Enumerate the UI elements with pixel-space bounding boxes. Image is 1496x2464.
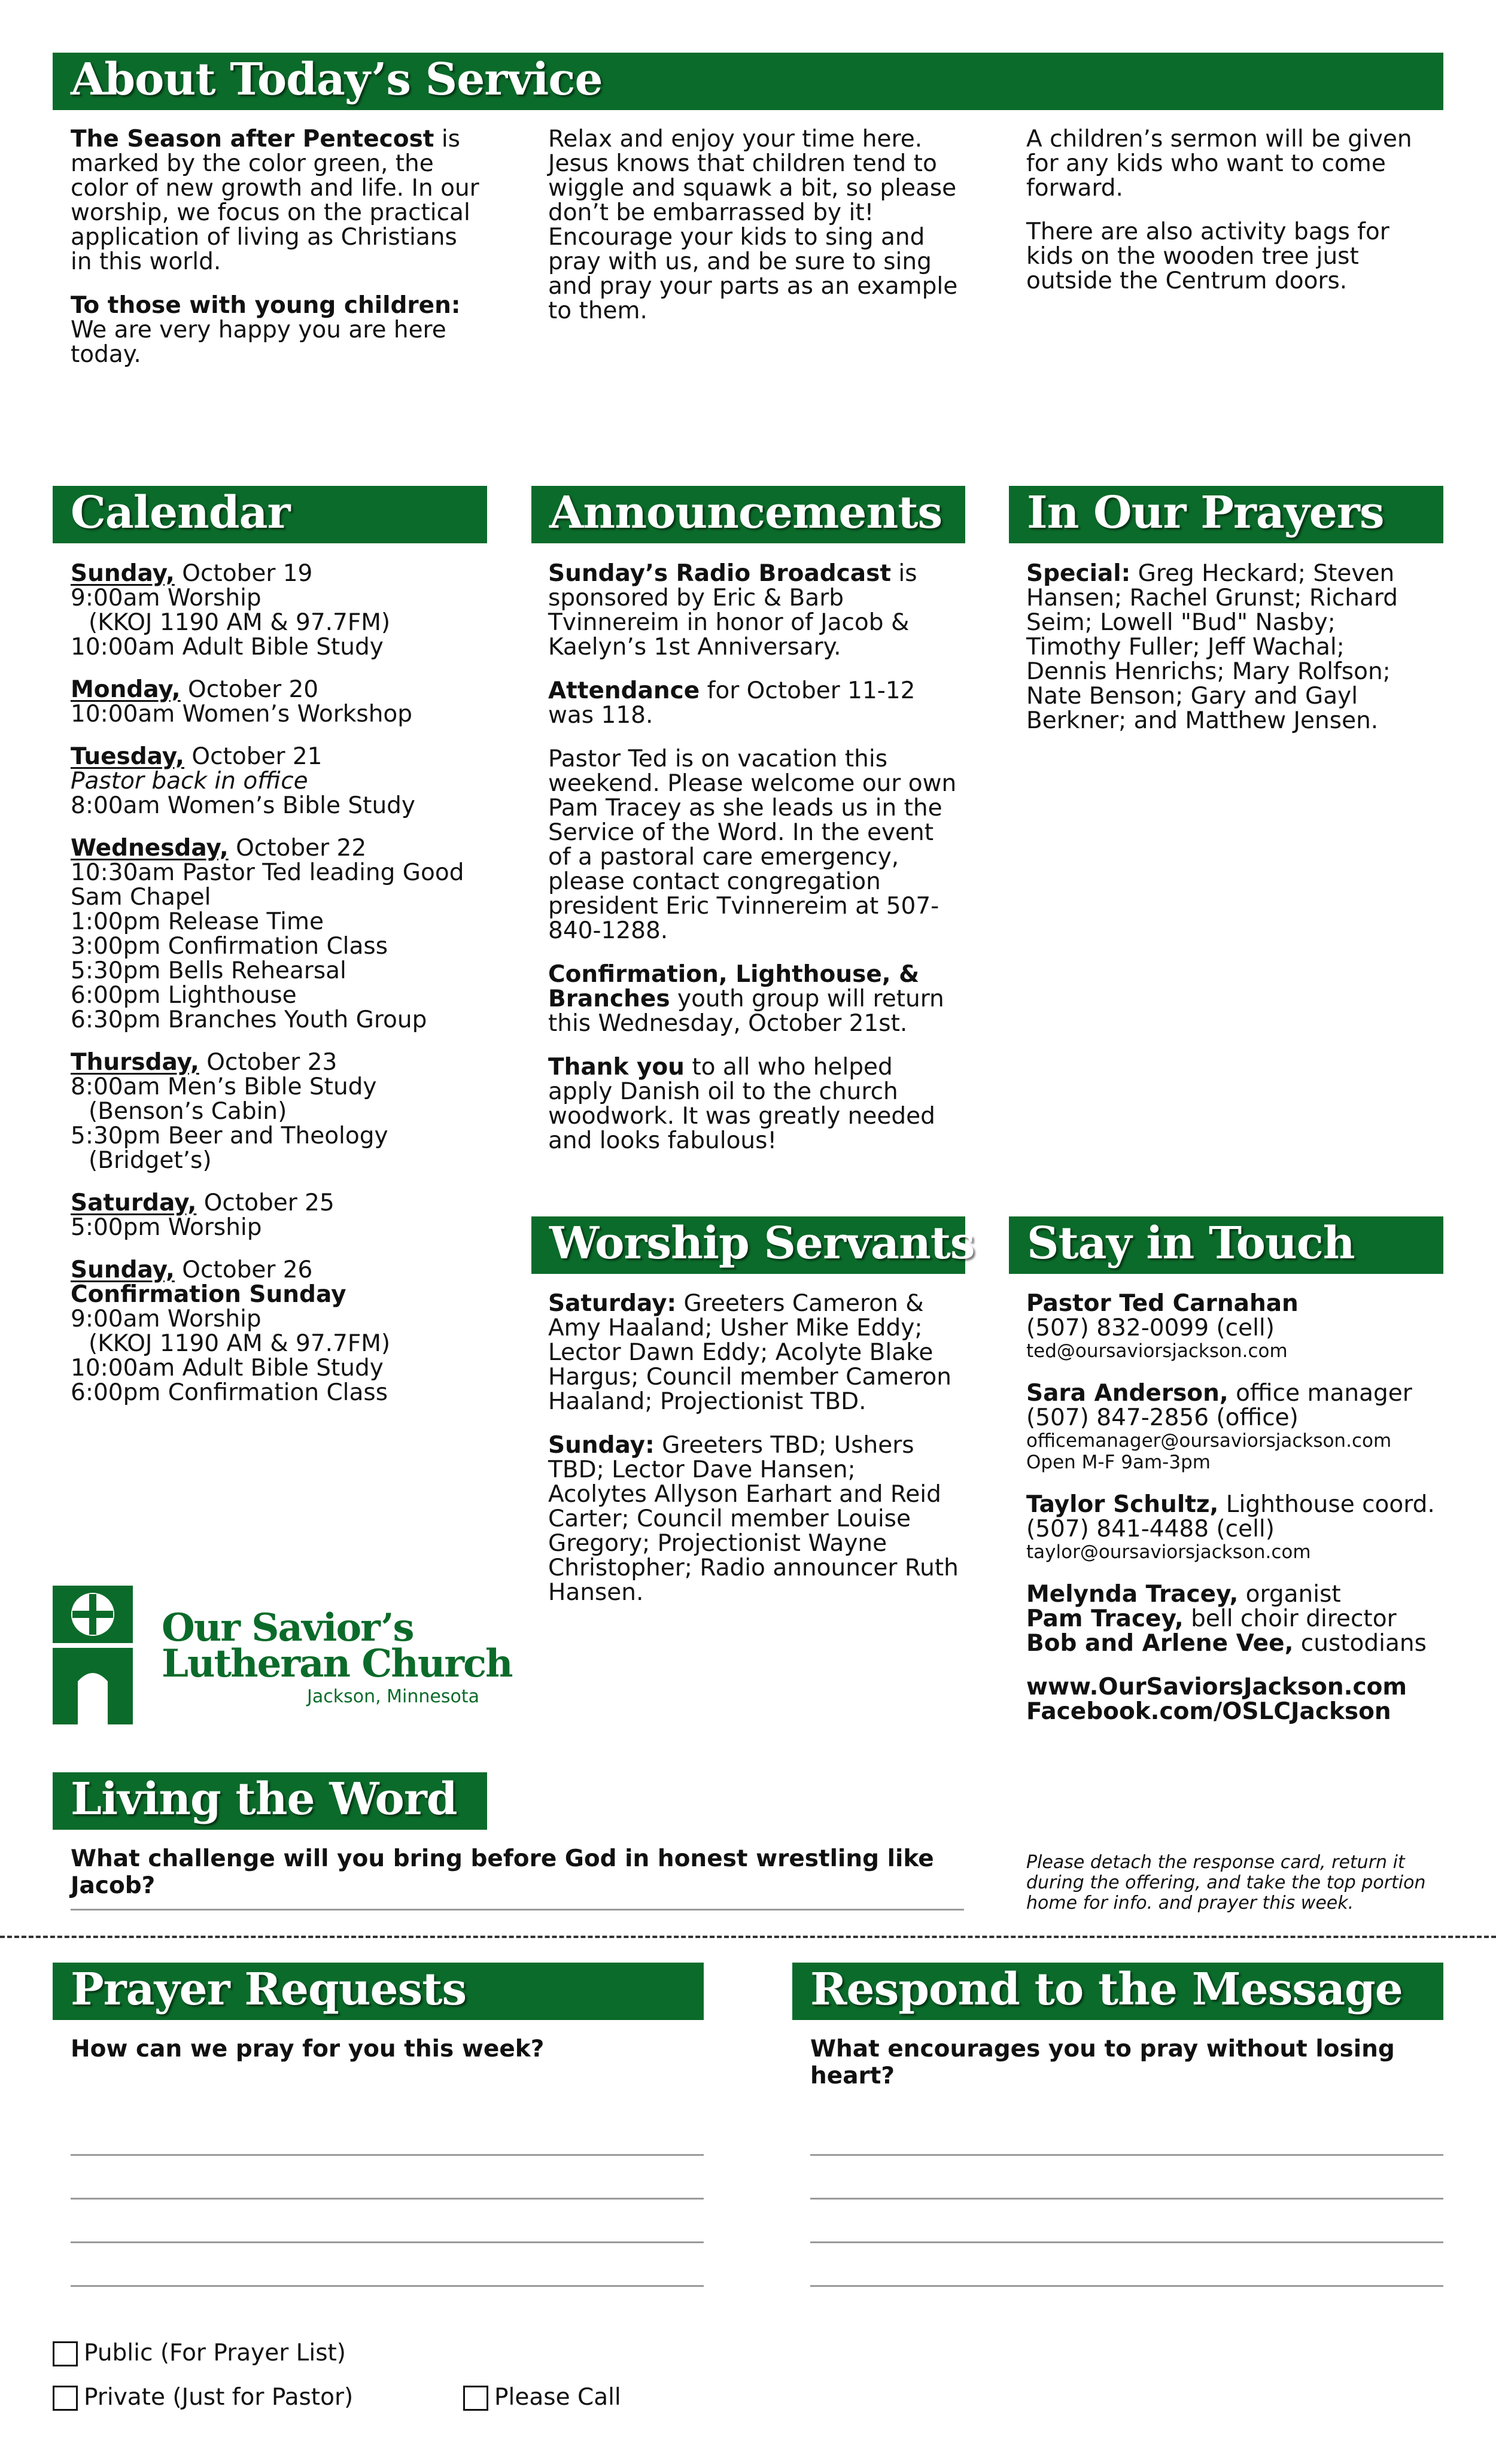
calendar-day: [71, 744, 484, 818]
contact-role: bell choir director: [1183, 1605, 1397, 1632]
contact-role: Lighthouse coord.: [1218, 1491, 1435, 1518]
calendar-day-name: Sunday,: [71, 1257, 175, 1283]
calendar-day-name: Saturday,: [71, 1190, 197, 1216]
calendar-day-date: October 25: [196, 1190, 335, 1216]
calendar-item: 5:30pm Bells Rehearsal: [71, 957, 346, 984]
detach-note: Please detach the response card, return it during the offering, and take the top portion home for info. and prayer this week.: [1026, 1852, 1426, 1914]
contact-name: Bob and Arlene Vee,: [1026, 1630, 1294, 1657]
calendar-item: 10:30am Pastor Ted leading Good Sam Chapel: [71, 859, 464, 911]
calendar-highlight: Confirmation Sunday: [71, 1281, 346, 1308]
prayers-label: Special:: [1026, 560, 1131, 587]
prayers-header: [1009, 486, 1443, 543]
announcement-label: Sunday’s Radio Broadcast: [548, 560, 891, 587]
calendar-item: 10:00am Adult Bible Study: [71, 634, 384, 661]
announcements-title: Announcements: [549, 487, 942, 539]
prayer-answer-line[interactable]: [71, 2198, 704, 2200]
calendar-day-date: October 23: [199, 1049, 337, 1076]
about-children-text: We are very happy you are here today.: [71, 317, 446, 368]
calendar-day-name: Wednesday,: [71, 835, 229, 862]
contact-phone: (507) 832-0099 (cell): [1026, 1315, 1275, 1341]
calendar-item: 10:00am Adult Bible Study: [71, 1355, 384, 1382]
contact-role: organist: [1238, 1581, 1341, 1608]
respond-answer-line[interactable]: [810, 2198, 1443, 2200]
calendar-item: 10:00am Women’s Workshop: [71, 701, 413, 728]
calendar-item: (KKOJ 1190 AM & 97.7FM): [89, 1330, 391, 1357]
respond-title: Respond to the Message: [810, 1964, 1403, 2015]
contact-title: Stay in Touch: [1027, 1218, 1355, 1269]
please-call-checkbox[interactable]: [463, 2386, 488, 2411]
calendar-title: Calendar: [71, 487, 290, 539]
calendar-item: 6:30pm Branches Youth Group: [71, 1006, 427, 1033]
calendar-item: 6:00pm Lighthouse: [71, 982, 297, 1009]
living-question: What challenge will you bring before God in honest wrestling like Jacob?: [71, 1845, 934, 1899]
calendar-item: 3:00pm Confirmation Class: [71, 933, 388, 960]
about-title: About Today’s Service: [71, 54, 603, 105]
about-relax-text: Relax and enjoy your time here. Jesus knows that children tend to wiggle and squawk a bit, so please don’t be embarrassed by it! Encourage your kids to sing and pray with us, and be sure to sing and pray your parts as an example to them.: [548, 126, 958, 324]
calendar-day: [71, 1050, 484, 1173]
announcement-text: youth group will return this Wednesday, October 21st.: [548, 985, 944, 1037]
contact-email[interactable]: taylor@oursaviorsjackson.com: [1026, 1541, 1311, 1563]
calendar-day-date: October 19: [174, 560, 313, 587]
about-season-text: is marked by the color green, the color of new growth and life. In our worship, we focus on the practical application of living as Christians in this world.: [71, 126, 479, 275]
calendar-item: 5:30pm Beer and Theology: [71, 1123, 388, 1149]
prayer-requests-title: Prayer Requests: [71, 1964, 467, 2015]
contact-name: Pam Tracey,: [1026, 1605, 1184, 1632]
living-header: [53, 1772, 487, 1830]
calendar-day: [71, 836, 484, 1032]
calendar-item: (Benson’s Cabin): [89, 1098, 287, 1125]
prayer-answer-line[interactable]: [71, 2285, 704, 2287]
calendar-day: [71, 677, 484, 726]
calendar-item: 9:00am Worship: [71, 585, 262, 612]
about-col3: [1026, 127, 1427, 312]
about-activity-text: There are also activity bags for kids on the wooden tree just outside the Centrum doors.: [1026, 218, 1389, 294]
announcement-text: for October 11-12 was 118.: [548, 677, 916, 729]
prayer-requests-header: [53, 1963, 704, 2020]
servants-sat-text: Greeters Cameron & Amy Haaland; Usher Mike Eddy; Lector Dawn Eddy; Acolyte Blake Hargus; Council member Cameron Haaland; Projectionist TBD.: [548, 1290, 951, 1415]
contact-name: Sara Anderson,: [1026, 1380, 1229, 1407]
private-checkbox[interactable]: [53, 2386, 78, 2411]
about-children-label: To those with young children:: [71, 292, 461, 319]
respond-question: What encourages you to pray without losing heart?: [810, 2036, 1395, 2089]
respond-answer-line[interactable]: [810, 2241, 1443, 2243]
calendar-day-date: October 26: [174, 1257, 313, 1283]
prayer-answer-line[interactable]: [71, 2241, 704, 2243]
calendar-item: 5:00pm Worship: [71, 1214, 262, 1241]
announcement-text: Pastor Ted is on vacation this weekend. Please welcome our own Pam Tracey as she leads us in the Service of the Word. In the event of a pastoral care emergency, please contact congregation president Eric Tvinnereim at 507-840-1288.: [548, 746, 957, 944]
church-logo: [53, 1586, 512, 1729]
private-checkbox-label: Private (Just for Pastor): [84, 2384, 354, 2411]
calendar-header: [53, 486, 487, 543]
announcement-text: to all who helped apply Danish oil to the church woodwork. It was greatly needed and looks fabulous!: [548, 1054, 935, 1154]
prayers-list: [1026, 561, 1427, 752]
cut-line: [0, 1936, 1496, 1938]
announcements-header: [531, 486, 965, 543]
contact-list: [1026, 1291, 1439, 1724]
contact-name: Taylor Schultz,: [1026, 1491, 1219, 1518]
logo-line2: Lutheran Church: [162, 1641, 512, 1686]
calendar-item: 1:00pm Release Time: [71, 908, 324, 935]
servants-list: [548, 1291, 961, 1624]
living-title: Living the Word: [71, 1774, 457, 1825]
calendar-item: 9:00am Worship: [71, 1306, 262, 1333]
facebook-link[interactable]: Facebook.com/OSLCJackson: [1026, 1698, 1391, 1725]
public-checkbox-label: Public (For Prayer List): [84, 2340, 346, 2366]
announcement-label: Attendance: [548, 677, 700, 704]
respond-answer-line[interactable]: [810, 2154, 1443, 2156]
website-link[interactable]: www.OurSaviorsJackson.com: [1026, 1674, 1407, 1701]
servants-sat-label: Saturday:: [548, 1290, 677, 1317]
calendar-day: [71, 561, 484, 659]
logo-place: Jackson, Minnesota: [307, 1686, 480, 1707]
calendar-day-name: Monday,: [71, 676, 181, 703]
contact-email[interactable]: ted@oursaviorsjackson.com: [1026, 1340, 1288, 1362]
contact-name: Pastor Ted Carnahan: [1026, 1290, 1299, 1317]
respond-answer-line[interactable]: [810, 2285, 1443, 2287]
calendar-day-name: Tuesday,: [71, 743, 184, 770]
about-col2: [548, 127, 961, 342]
about-col1: [71, 127, 484, 386]
calendar-note: Pastor back in office: [71, 768, 308, 795]
calendar-item: 8:00am Women’s Bible Study: [71, 792, 415, 819]
calendar-item: 8:00am Men’s Bible Study: [71, 1073, 377, 1100]
about-season-label: The Season after Pentecost: [71, 126, 434, 153]
about-sermon-text: A children’s sermon will be given for any kids who want to come forward.: [1026, 126, 1412, 202]
calendar-item: 6:00pm Confirmation Class: [71, 1379, 388, 1406]
servants-header: [531, 1216, 975, 1274]
announcements-list: [548, 561, 961, 1172]
announcement-text: is sponsored by Eric & Barb Tvinnereim in honor of Jacob & Kaelyn’s 1st Anniversary.: [548, 560, 917, 661]
calendar-day-date: October 20: [180, 676, 319, 703]
calendar-day-date: October 21: [184, 743, 323, 770]
prayers-title: In Our Prayers: [1027, 487, 1384, 539]
contact-name: Melynda Tracey,: [1026, 1581, 1239, 1608]
church-logo-icon: [53, 1586, 133, 1724]
about-header: [53, 53, 1443, 110]
contact-header: [1009, 1216, 1443, 1274]
prayer-requests-question: How can we pray for you this week?: [71, 2036, 545, 2063]
contact-phone: (507) 847-2856 (office): [1026, 1404, 1299, 1431]
respond-header: [792, 1963, 1443, 2020]
servants-sun-label: Sunday:: [548, 1432, 655, 1459]
contact-role: custodians: [1293, 1630, 1427, 1657]
calendar-day-date: October 22: [228, 835, 367, 862]
contact-hours: Open M-F 9am-3pm: [1026, 1452, 1211, 1473]
logo-line1: Our Savior’s: [162, 1605, 413, 1650]
public-checkbox[interactable]: [53, 2341, 78, 2366]
calendar-item: (Bridget’s): [89, 1147, 212, 1174]
calendar-day: [71, 1258, 484, 1405]
calendar-list: [71, 561, 484, 1405]
servants-title: Worship Servants: [549, 1218, 975, 1269]
contact-phone: (507) 841-4488 (cell): [1026, 1516, 1275, 1543]
calendar-day-name: Sunday,: [71, 560, 175, 587]
calendar-day-name: Thursday,: [71, 1049, 199, 1076]
announcement-label: Confirmation, Lighthouse, & Branches: [548, 961, 920, 1012]
announcement-label: Thank you: [548, 1054, 685, 1081]
calendar-day: [71, 1191, 484, 1240]
servants-sun-text: Greeters TBD; Ushers TBD; Lector Dave Hansen; Acolytes Allyson Earhart and Reid Carter; Council member Louise Gregory; Projectionist Wayne Christopher; Radio announcer Ruth Hansen.: [548, 1432, 959, 1606]
contact-role: office manager: [1228, 1380, 1412, 1407]
prayers-names: Greg Heckard; Steven Hansen; Rachel Grunst; Richard Seim; Lowell "Bud" Nasby; Timothy Fuller; Jeff Wachal; Dennis Henrichs; Mary Rolfson; Nate Benson; Gary and Gayl Berkner; and Matthew Jensen.: [1026, 560, 1398, 734]
contact-email[interactable]: officemanager@oursaviorsjackson.com: [1026, 1430, 1392, 1452]
please-call-checkbox-label: Please Call: [494, 2384, 621, 2411]
prayer-answer-line[interactable]: [71, 2154, 704, 2156]
living-answer-line[interactable]: [71, 1909, 964, 1911]
calendar-item: (KKOJ 1190 AM & 97.7FM): [89, 609, 391, 636]
